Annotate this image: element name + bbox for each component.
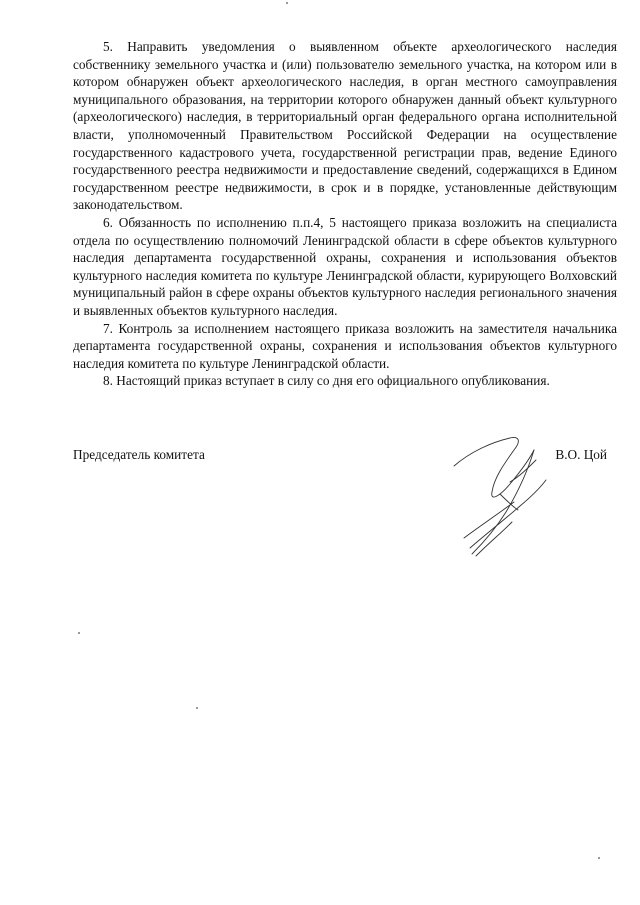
signatory-title: Председатель комитета [73, 447, 205, 462]
signatory-name: В.О. Цой [555, 447, 607, 462]
document-body [73, 38, 617, 390]
paragraph-6: 6. Обязанность по исполнению п.п.4, 5 настоящего приказа возложить на специалиста отдела по осуществлению полномочий Ленинградской области в сфере объектов культурного наследия департамента государственной охраны, сохранения и использования объектов культурного наследия комитета по культуре Ленинградской области, курирующего Волховский муниципальный район в сфере охраны объектов культурного наследия регионального значения и выявленных объектов культурного наследия. [73, 214, 617, 318]
scan-speck [598, 857, 600, 859]
paragraph-8: 8. Настоящий приказ вступает в силу со дня его официального опубликования. [103, 373, 550, 389]
paragraph-5: 5. Направить уведомления о выявленном объекте археологического наследия собственнику земельного участка и (или) пользователю земельного участка, на котором или в котором обнаружен объект археологического наследия, в орган местного самоуправления муниципального образования, на территории которого обнаружен данный объект культурного (археологического) наследия, в территориальный орган федерального органа исполнительной власти, уполномоченный Правительством Российской Федерации на осуществление государственного кадастрового учета, государственной регистрации прав, ведение Единого государственного реестра недвижимости и предоставление сведений, содержащихся в Едином государственном реестре недвижимости, в срок и в порядке, установленные действующим законодательством. [73, 39, 617, 213]
handwritten-signature [440, 430, 600, 560]
paragraph-7: 7. Контроль за исполнением настоящего приказа возложить на заместителя начальника департамента государственной охраны, сохранения и использования объектов культурного наследия комитета по культуре Ленинградской области. [73, 320, 617, 371]
scan-speck [196, 707, 198, 709]
scan-speck [78, 632, 80, 634]
scan-speck [286, 2, 288, 4]
